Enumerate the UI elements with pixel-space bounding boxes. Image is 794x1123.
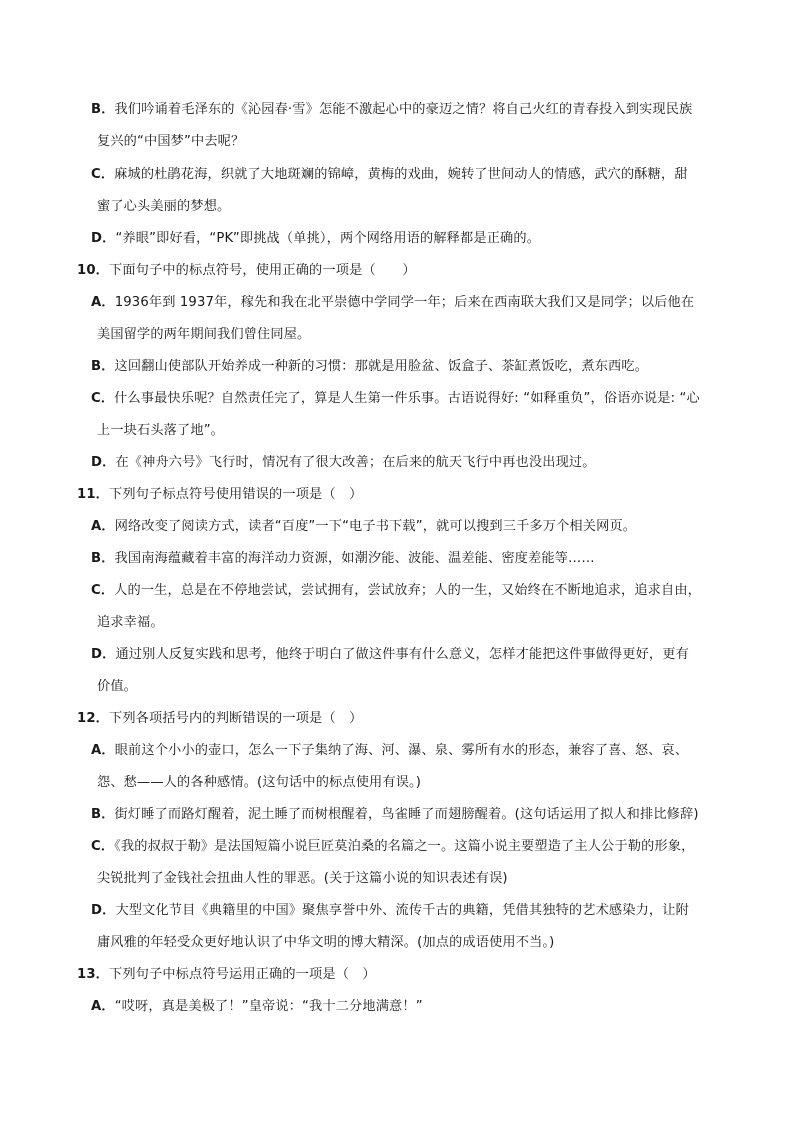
q10-option-c-line-2: 上一块石头落了地”。 — [97, 423, 225, 438]
question-10-stem: 10．下面句子中的标点符号，使用正确的一项是（ ） — [77, 263, 416, 278]
option-c-line-2: 蜜了心头美丽的梦想。 — [97, 199, 231, 214]
q12-option-c-line-1: C．《我的叔叔于勒》是法国短篇小说巨匠莫泊桑的名篇之一。这篇小说主要塑造了主人公于勒的形象， — [91, 839, 695, 854]
q10-option-a-line-2: 美国留学的两年期间我们曾住同屋。 — [97, 327, 311, 342]
q10-option-b: B．这回翻山使部队开始养成一种新的习惯：那就是用脸盆、饭盒子、茶缸煮饭吃，煮东西吃。 — [91, 359, 649, 374]
q12-option-d-line-2: 庸风雅的年轻受众更好地认识了中华文明的博大精深。(加点的成语使用不当。) — [97, 935, 555, 950]
q12-option-a-line-1: A．眼前这个小小的壶口，怎么一下子集纳了海、河、瀑、泉、雾所有水的形态，兼容了喜、怒、哀、 — [91, 743, 689, 758]
q12-option-d-line-1: D．大型文化节目《典籍里的中国》聚焦享誉中外、流传千古的典籍，凭借其独特的艺术感染力，让附 — [91, 903, 689, 918]
q11-option-b: B．我国南海蕴藏着丰富的海洋动力资源，如潮汐能、波能、温差能、密度差能等…… — [91, 551, 595, 566]
q10-option-c-line-1: C．什么事最快乐呢？自然责任完了，算是人生第一件乐事。古语说得好: “如释重负”，俗语亦说是: “心 — [91, 391, 700, 406]
question-12-stem: 12．下列各项括号内的判断错误的一项是（ ） — [77, 711, 363, 726]
q12-option-c-line-2: 尖锐批判了金钱社会扭曲人性的罪恶。(关于这篇小说的知识表述有误) — [97, 871, 508, 886]
q10-option-a-line-1: A．1936年到 1937年，稼先和我在北平崇德中学同学一年；后来在西南联大我们又是同学；以后他在 — [91, 295, 695, 310]
q10-option-d: D．在《神舟六号》飞行时，情况有了很大改善；在后来的航天飞行中再也没出现过。 — [91, 455, 596, 470]
q11-option-d-line-1: D．通过别人反复实践和思考，他终于明白了做这件事有什么意义，怎样才能把这件事做得更好，更有 — [91, 647, 689, 662]
q12-option-b: B．街灯睡了而路灯醒着，泥土睡了而树根醒着，鸟雀睡了而翅膀醒着。(这句话运用了拟人和排比修辞) — [91, 807, 699, 822]
q12-option-a-line-2: 怨、愁——人的各种感情。(这句话中的标点使用有误。) — [97, 775, 422, 790]
q11-option-c-line-1: C．人的一生，总是在不停地尝试，尝试拥有，尝试放弃；人的一生，又始终在不断地追求，追求自由， — [91, 583, 702, 598]
q11-option-c-line-2: 追求幸福。 — [97, 615, 164, 630]
option-c-line-1: C．麻城的杜鹃花海，织就了大地斑斓的锦嶂，黄梅的戏曲，婉转了世间动人的情感，武穴的酥糖，甜 — [91, 167, 688, 182]
q11-option-d-line-2: 价值。 — [97, 679, 138, 694]
option-b-line-2: 复兴的“中国梦”中去呢？ — [97, 134, 245, 149]
question-13-stem: 13．下列句子中标点符号运用正确的一项是（ ） — [77, 967, 376, 982]
question-11-stem: 11．下列句子标点符号使用错误的一项是（ ） — [77, 487, 363, 502]
q13-option-a: A．“哎呀，真是美极了！”皇帝说：“我十二分地满意！” — [91, 999, 423, 1014]
option-b-line-1: B．我们吟诵着毛泽东的《沁园春·雪》怎能不激起心中的豪迈之情？将自己火红的青春投入到实现民族 — [91, 102, 693, 117]
option-d-line: D．“养眼”即好看，“PK”即挑战（单挑），两个网络用语的解释都是正确的。 — [91, 231, 541, 246]
q11-option-a: A．网络改变了阅读方式，读者“百度”一下“电子书下载”，就可以搜到三千多万个相关网页。 — [91, 519, 637, 534]
